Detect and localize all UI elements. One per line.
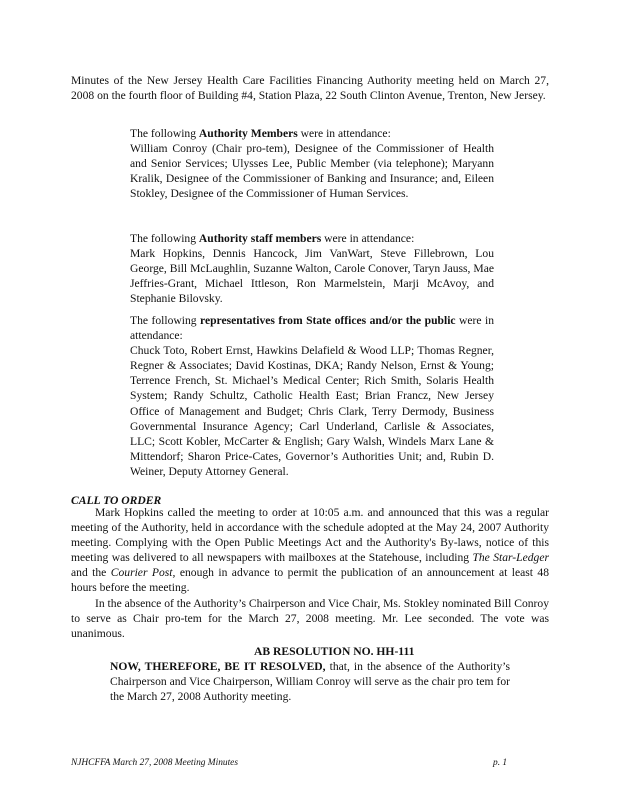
staff-heading	[130, 231, 494, 246]
reps-heading-post: were in attendance:	[130, 314, 495, 343]
footer-page-number: p. 1	[493, 758, 508, 768]
staff-heading-pre: The following	[130, 232, 199, 245]
resolution-title: AB RESOLUTION NO. HH-111	[254, 645, 415, 658]
members-heading-bold: Authority Members	[198, 127, 298, 140]
call-to-order-heading: CALL TO ORDER	[71, 494, 162, 507]
call-p1-part-a: Mark Hopkins called the meeting to order at 10:05 a.m. and announced that this was a regular meeting of the Authority, held in accordance with the schedule adopted at the May 24, 2007 Authority meeting. Complying with the Open Public Meetings Act and the Authority's By-laws, notice of this meeting was delivered to all newspapers with mailboxes at the Statehouse, including	[71, 506, 549, 565]
footer-title: NJHCFFA March 27, 2008 Meeting Minutes	[71, 758, 238, 768]
call-p1-part-c: enough in advance to permit the publication of an announcement at least 48 hours before the meeting.	[71, 566, 549, 595]
call-to-order-paragraph-1	[71, 505, 549, 596]
reps-attendance	[130, 313, 494, 479]
newspaper-star-ledger: The Star-Ledger	[472, 551, 550, 565]
staff-heading-post: were in attendance:	[321, 232, 415, 245]
resolution-paragraph	[110, 659, 510, 704]
members-list: William Conroy (Chair pro-tem), Designee of the Commissioner of Health and Senior Services; Ulysses Lee, Public Member (via telephone); Maryann Kralik, Designee of the Commissioner of Banking and Insurance; and, Eileen Stokley, Designee of the Commissioner of Human Services.	[130, 142, 494, 201]
call-p1-part-b: and the	[71, 566, 111, 580]
members-attendance	[130, 126, 494, 201]
resolution-lead: NOW, THEREFORE, BE IT RESOLVED,	[110, 660, 326, 673]
resolution-text: that, in the absence of the Authority’s Chairperson and Vice Chairperson, William Conroy will serve as the chair pro tem for the March 27, 2008 Authority meeting.	[110, 660, 510, 704]
members-heading-post: were in attendance:	[297, 127, 391, 140]
members-heading	[130, 126, 494, 141]
staff-heading-bold: Authority staff members	[198, 232, 322, 245]
staff-attendance	[130, 231, 494, 306]
call-to-order-body	[71, 505, 549, 641]
reps-list: Chuck Toto, Robert Ernst, Hawkins Delafield & Wood LLP; Thomas Regner, Regner & Associates; David Kostinas, DKA; Randy Nelson, Ernst & Young; Terrence French, St. Michael’s Medical Center; Rich Smith, Solaris Health System; Randy Schultz, Catholic Health East; Brian Francz, New Jersey Office of Management and Budget; Chris Clark, Terry Dermody, Business Governmental Insurance Agency; Carl Underland, Carlisle & Associates, LLC; Scott Kobler, McCarter & English; Gary Walsh, Windels Marx Lane & Mittendorf; Sharon Price-Cates, Governor’s Authorities Unit; and, Rubin D. Weiner, Deputy Attorney General.	[130, 344, 494, 478]
members-heading-pre: The following	[130, 127, 199, 140]
reps-heading-pre: The following	[130, 314, 201, 327]
staff-list: Mark Hopkins, Dennis Hancock, Jim VanWart, Steve Fillebrown, Lou George, Bill McLaughlin, Suzanne Walton, Carole Conover, Taryn Jauss, Mae Jeffries-Grant, Michael Ittleson, Ron Marmelstein, Marji McAvoy, and Stephanie Bilovsky.	[130, 247, 494, 306]
reps-heading	[130, 313, 494, 343]
newspaper-courier-post: Courier Post,	[110, 566, 176, 580]
reps-heading-bold: representatives from State offices and/or the public	[200, 314, 456, 327]
call-to-order-paragraph-2: In the absence of the Authority’s Chairperson and Vice Chair, Ms. Stokley nominated Bill Conroy to serve as Chair pro-tem for the March 27, 2008 meeting. Mr. Lee seconded. The vote was unanimous.	[71, 596, 549, 640]
resolution-body	[110, 659, 510, 704]
intro-paragraph: Minutes of the New Jersey Health Care Facilities Financing Authority meeting held on March 27, 2008 on the fourth floor of Building #4, Station Plaza, 22 South Clinton Avenue, Trenton, New Jersey.	[71, 74, 549, 103]
